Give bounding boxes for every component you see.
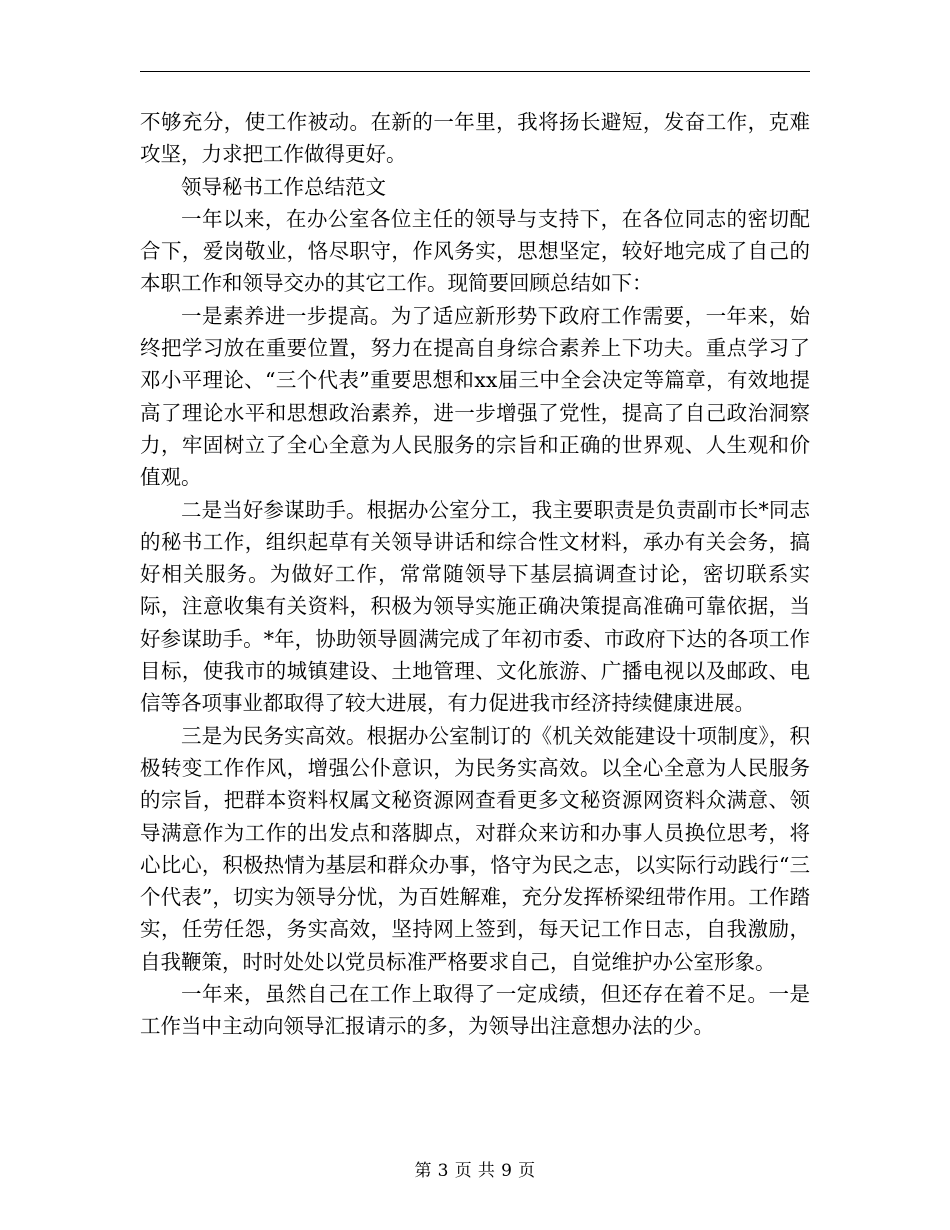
page-number-footer: 第 3 页 共 9 页 bbox=[414, 1161, 536, 1181]
document-body bbox=[140, 106, 810, 1043]
paragraph-point-one: 一是素养进一步提高。为了适应新形势下政府工作需要，一年来，始终把学习放在重要位置，努力在提高自身综合素养上下功夫。重点学习了邓小平理论、“三个代表”重要思想和xx届三中全会决定等篇章，有效地提高了理论水平和思想政治素养，进一步增强了党性，提高了自己政治洞察力，牢固树立了全心全意为人民服务的宗旨和正确的世界观、人生观和价值观。 bbox=[140, 303, 810, 490]
paragraph-intro: 一年以来，在办公室各位主任的领导与支持下，在各位同志的密切配合下，爱岗敬业，恪尽职守，作风务实，思想坚定，较好地完成了自己的本职工作和领导交办的其它工作。现简要回顾总结如下： bbox=[140, 206, 810, 296]
paragraph-shortcomings: 一年来，虽然自己在工作上取得了一定成绩，但还存在着不足。一是工作当中主动向领导汇报请示的多，为领导出注意想办法的少。 bbox=[140, 982, 810, 1039]
paragraph-point-three: 三是为民务实高效。根据办公室制订的《机关效能建设十项制度》，积极转变工作作风，增强公仆意识，为民务实高效。以全心全意为人民服务的宗旨，把群本资料权属文秘资源网查看更多文秘资源网资料众满意、领导满意作为工作的出发点和落脚点，对群众来访和办事人员换位思考，将心比心，积极热情为基层和群众办事，恪守为民之志，以实际行动践行“三个代表”，切实为领导分忧，为百姓解难，充分发挥桥梁纽带作用。工作踏实，任劳任怨，务实高效，坚持网上签到，每天记工作日志，自我激励，自我鞭策，时时处处以党员标准严格要求自己，自觉维护办公室形象。 bbox=[140, 723, 810, 974]
section-title: 领导秘书工作总结范文 bbox=[181, 174, 386, 199]
paragraph-continuation: 不够充分，使工作被动。在新的一年里，我将扬长避短，发奋工作，克难攻坚，力求把工作做得更好。 bbox=[140, 110, 810, 167]
paragraph-point-two: 二是当好参谋助手。根据办公室分工，我主要职责是负责副市长*同志的秘书工作，组织起草有关领导讲话和综合性文材料，承办有关会务，搞好相关服务。为做好工作，常常随领导下基层搞调查讨论，密切联系实际，注意收集有关资料，积极为领导实施正确决策提高准确可靠依据，当好参谋助手。*年，协助领导圆满完成了年初市委、市政府下达的各项工作目标，使我市的城镇建设、土地管理、文化旅游、广播电视以及邮政、电信等各项事业都取得了较大进展，有力促进我市经济持续健康进展。 bbox=[140, 497, 810, 716]
header-rule bbox=[140, 71, 810, 72]
